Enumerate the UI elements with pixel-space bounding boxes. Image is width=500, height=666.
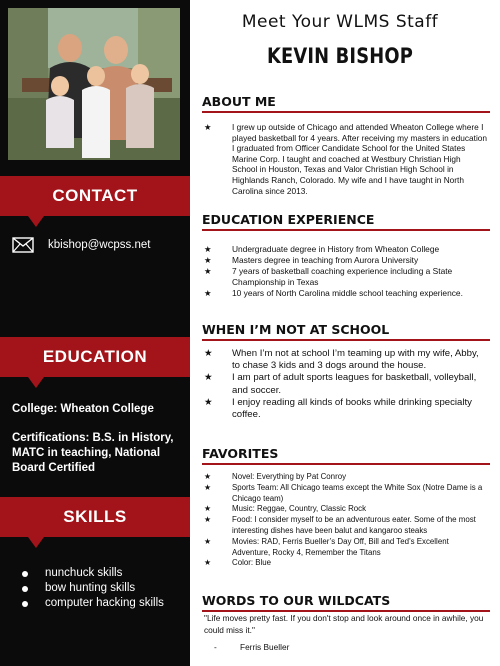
favorites-item: ★ Sports Team: All Chicago teams except the White Sox (Notre Dame is a Chicago team)	[204, 483, 488, 505]
education-band-notch	[28, 377, 44, 388]
favorites-item: ★ Movies: RAD, Ferris Bueller’s Day Off, Bill and Ted’s Excellent Adventure, Rocky 4, Remember the Titans	[204, 537, 488, 559]
skills-heading-band	[0, 497, 190, 537]
sidebar	[0, 0, 190, 666]
favorites-heading: FAVORITES	[202, 446, 490, 465]
quote-author: Ferris Bueller	[240, 642, 290, 652]
education-experience-item: ★ Undergraduate degree in History from Wheaton College	[204, 244, 488, 255]
education-experience-list	[204, 244, 488, 299]
wildcats-heading: WORDS TO OUR WILDCATS	[202, 593, 490, 612]
family-photo	[8, 8, 180, 160]
contact-email-row	[12, 237, 150, 253]
contact-heading-band	[0, 176, 190, 216]
favorites-list	[204, 472, 488, 569]
not-at-school-heading: WHEN I’M NOT AT SCHOOL	[202, 322, 490, 341]
about-list	[204, 122, 488, 196]
quote-attribution	[214, 642, 289, 652]
not-at-school-item: ★ I am part of adult sports leagues for basketball, volleyball, and soccer.	[204, 372, 488, 396]
favorites-item: ★ Music: Reggae, Country, Classic Rock	[204, 504, 488, 515]
education-details	[12, 402, 184, 476]
not-at-school-item: ★ I enjoy reading all kinds of books while drinking specialty coffee.	[204, 397, 488, 421]
page-kicker: Meet Your WLMS Staff	[241, 12, 439, 32]
skills-band-notch	[28, 537, 44, 548]
contact-email[interactable]: kbishop@wcpss.net	[48, 239, 151, 251]
skill-item: bow hunting skills	[20, 581, 185, 596]
staff-name: KEVIN BISHOP	[267, 44, 413, 68]
skills-list	[20, 566, 185, 611]
not-at-school-item: ★ When I’m not at school I’m teaming up with my wife, Abby, to chase 3 kids and 3 dogs around the house.	[204, 348, 488, 372]
favorites-item: ★ Color: Blue	[204, 558, 488, 569]
quote-dash: -	[214, 642, 217, 652]
favorites-item: ★ Novel: Everything by Pat Conroy	[204, 472, 488, 483]
about-heading: ABOUT ME	[202, 94, 490, 113]
education-heading: EDUCATION	[42, 347, 148, 366]
education-experience-item: ★ 7 years of basketball coaching experience including a State Championship in Texas	[204, 266, 488, 288]
not-at-school-list	[204, 348, 488, 421]
contact-heading: CONTACT	[52, 186, 138, 205]
education-college: College: Wheaton College	[12, 403, 154, 415]
skill-item: computer hacking skills	[20, 596, 185, 611]
education-certifications: Certifications: B.S. in History, MATC in teaching, National Board Certified	[12, 432, 174, 474]
contact-band-notch	[28, 216, 44, 227]
wildcats-quote: "Life moves pretty fast. If you don't stop and look around once in awhile, you could miss it."	[204, 613, 484, 635]
main-content	[190, 0, 500, 666]
about-item: ★ I grew up outside of Chicago and attended Wheaton College where I played basketball for 4 years. After receiving my masters in education I graduated from Officer Candidate School for the United States Marine Corp. I taught and coached at Westbury Christian High School in Houston, Texas and Valor Christian High School in Highlands Ranch, Colorado. My wife and I have taught in North Carolina since 2013.	[204, 122, 488, 196]
skills-heading: SKILLS	[63, 507, 127, 526]
education-heading-band	[0, 337, 190, 377]
education-experience-heading: EDUCATION EXPERIENCE	[202, 212, 490, 231]
education-experience-item: ★ 10 years of North Carolina middle school teaching experience.	[204, 288, 488, 299]
favorites-item: ★ Food: I consider myself to be an adventurous eater. Some of the most interesting dishes have been balut and kangaroo steaks	[204, 515, 488, 537]
skill-item: nunchuck skills	[20, 566, 185, 581]
education-experience-item: ★ Masters degree in teaching from Aurora University	[204, 255, 488, 266]
envelope-icon	[12, 237, 34, 253]
